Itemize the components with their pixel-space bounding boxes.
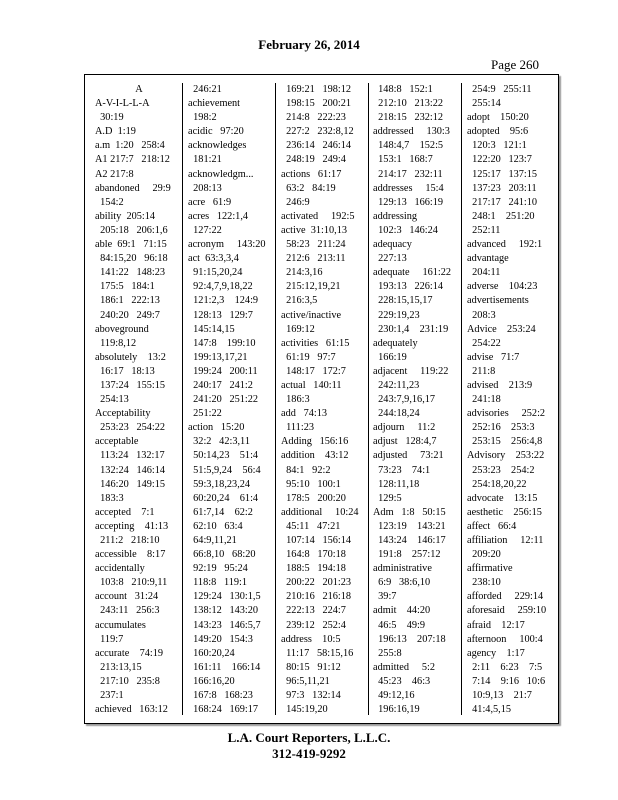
index-entry-line: 178:5 200:20 — [281, 492, 346, 504]
index-entry-line: 183:3 — [95, 492, 124, 504]
index-entry-line: 244:18,24 — [373, 408, 420, 420]
index-entry-line: advise 71:7 — [467, 351, 520, 363]
index-entry-line: advised 213:9 — [467, 379, 533, 391]
index-entry-line: 125:17 137:15 — [467, 168, 538, 180]
index-entry-line: active/inactive — [281, 309, 342, 321]
index-entry-line: additional 10:24 — [281, 506, 359, 518]
index-entry-line: 127:22 — [188, 224, 222, 236]
index-entry-line: acceptable — [95, 436, 139, 448]
index-entry-line: 154:2 — [95, 196, 124, 208]
index-entry-line: 240:17 241:2 — [188, 379, 253, 391]
index-entry-line: acknowledges — [188, 140, 247, 152]
index-entry-line: 128:13 129:7 — [188, 309, 253, 321]
index-entry-line: 84:15,20 96:18 — [95, 253, 168, 265]
index-entry-line: 103:8 210:9,11 — [95, 577, 168, 589]
index-entry-line: 168:24 169:17 — [188, 704, 259, 716]
index-entry-line: 255:14 — [467, 98, 501, 110]
index-entry-line: advisories 252:2 — [467, 408, 546, 420]
index-column-2 — [188, 83, 276, 715]
index-entry-line: 161:11 166:14 — [188, 661, 261, 673]
index-entry-line: adjusted 73:21 — [373, 450, 444, 462]
index-entry-line: 254:13 — [95, 394, 129, 406]
index-entry-line: actions 61:17 — [281, 168, 342, 180]
index-entry-line: 241:20 251:22 — [188, 394, 259, 406]
index-entry-line: 60:20,24 61:4 — [188, 492, 259, 504]
index-entry-line: 118:8 119:1 — [188, 577, 248, 589]
index-entry-line: Advisory 253:22 — [467, 450, 545, 462]
index-column-4 — [373, 83, 461, 715]
index-entry-line: 164:8 170:18 — [281, 549, 346, 561]
index-entry-line: administrative — [373, 563, 432, 575]
index-entry-line: 102:3 146:24 — [373, 224, 438, 236]
index-entry-line: 238:10 — [467, 577, 501, 589]
index-entry-line: 214:3,16 — [281, 267, 323, 279]
index-entry-line: 80:15 91:12 — [281, 661, 341, 673]
index-entry-line: 149:20 154:3 — [188, 633, 253, 645]
index-entry-line: 30:19 — [95, 112, 124, 124]
index-entry-line: 137:24 155:15 — [95, 379, 166, 391]
index-entry-line: 230:1,4 231:19 — [373, 323, 449, 335]
index-entry-line: 253:23 254:22 — [95, 422, 166, 434]
index-entry-line: 123:19 143:21 — [373, 520, 446, 532]
index-entry-line: 243:11 256:3 — [95, 605, 160, 617]
index-entry-line: 6:9 38:6,10 — [373, 577, 431, 589]
index-entry-line: 227:13 — [373, 253, 407, 265]
index-entry-line: 241:18 — [467, 394, 501, 406]
index-entry-line: adjacent 119:22 — [373, 365, 449, 377]
index-entry-line: 196:16,19 — [373, 704, 420, 716]
index-entry-line: adjourn 11:2 — [373, 422, 436, 434]
index-entry-line: 198:2 — [188, 112, 217, 124]
index-entry-line: Adding 156:16 — [281, 436, 349, 448]
index-entry-line: 137:23 203:11 — [467, 182, 537, 194]
index-entry-line: 113:24 132:17 — [95, 450, 165, 462]
index-entry-line: 58:23 211:24 — [281, 239, 346, 251]
index-entry-line: affect 66:4 — [467, 520, 517, 532]
index-entry-line: 213:13,15 — [95, 661, 142, 673]
index-entry-line: addressed 130:3 — [373, 126, 450, 138]
index-entry-line: accurate 74:19 — [95, 647, 164, 659]
index-entry-line: 175:5 184:1 — [95, 281, 155, 293]
index-entry-line: 166:16,20 — [188, 675, 235, 687]
index-entry-line: activated 192:5 — [281, 210, 355, 222]
index-entry-line: 254:18,20,22 — [467, 478, 527, 490]
index-entry-line: 11:17 58:15,16 — [281, 647, 354, 659]
index-entry-line: A.D 1:19 — [95, 126, 136, 138]
index-entry-line: 240:20 249:7 — [95, 309, 160, 321]
index-entry-line: 51:5,9,24 56:4 — [188, 464, 261, 476]
index-entry-line: 92:4,7,9,18,22 — [188, 281, 253, 293]
index-entry-line: 146:20 149:15 — [95, 478, 166, 490]
index-entry-line: 186:3 — [281, 394, 310, 406]
index-entry-line: 66:8,10 68:20 — [188, 549, 256, 561]
index-entry-line: 216:3,5 — [281, 295, 318, 307]
index-entry-line: afforded 229:14 — [467, 591, 544, 603]
index-entry-line: 111:23 — [281, 422, 314, 434]
index-entry-line: 246:9 — [281, 196, 310, 208]
column-divider — [461, 83, 462, 715]
index-entry-line: 254:9 255:11 — [467, 84, 532, 95]
index-entry-line: 243:7,9,16,17 — [373, 394, 436, 406]
index-entry-line: 122:20 123:7 — [467, 154, 532, 166]
index-entry-line: absolutely 13:2 — [95, 351, 166, 363]
index-entry-line: act 63:3,3,4 — [188, 253, 239, 265]
index-entry-line: 248:1 251:20 — [467, 210, 535, 222]
index-entry-line: 61:7,14 62:2 — [188, 506, 253, 518]
index-entry-line: A1 217:7 218:12 — [95, 154, 170, 166]
transcript-date: February 26, 2014 — [258, 37, 360, 52]
index-entry-line: 248:19 249:4 — [281, 154, 346, 166]
index-entry-line: 211:8 — [467, 365, 496, 377]
index-entry-line: 211:2 218:10 — [95, 535, 160, 546]
index-entry-line: able 69:1 71:15 — [95, 239, 167, 251]
index-entry-line: affiliation 12:11 — [467, 535, 544, 546]
index-entry-line: 251:22 — [188, 408, 222, 420]
index-entry-line: 210:16 216:18 — [281, 591, 352, 603]
index-entry-line: 92:19 95:24 — [188, 563, 248, 575]
index-entry-line: afraid 12:17 — [467, 619, 525, 631]
index-entry-line: 253:23 254:2 — [467, 464, 535, 476]
index-entry-line: 239:12 252:4 — [281, 619, 346, 631]
index-entry-line: 143:24 146:17 — [373, 535, 446, 546]
court-reporter-name: L.A. Court Reporters, L.L.C. — [227, 730, 391, 745]
index-entry-line: accessible 8:17 — [95, 549, 166, 561]
index-entry-line: active 31:10,13 — [281, 224, 348, 236]
index-entry-line: 236:14 246:14 — [281, 140, 352, 152]
index-entry-line: 121:2,3 124:9 — [188, 295, 259, 307]
index-entry-line: 181:21 — [188, 154, 222, 166]
index-entry-line: address 10:5 — [281, 633, 341, 645]
index-entry-line: achieved 163:12 — [95, 704, 168, 716]
index-entry-line: account 31:24 — [95, 591, 159, 603]
index-entry-line: 153:1 168:7 — [373, 154, 433, 166]
index-entry-line: 16:17 18:13 — [95, 365, 155, 377]
index-entry-line: 147:8 199:10 — [188, 337, 256, 349]
index-entry-line: 39:7 — [373, 591, 397, 603]
index-entry-line: 200:22 201:23 — [281, 577, 352, 589]
index-entry-line: 138:12 143:20 — [188, 605, 259, 617]
index-entry-line: affirmative — [467, 563, 513, 575]
index-entry-line: 199:24 200:11 — [188, 365, 258, 377]
index-entry-line: 217:10 235:8 — [95, 675, 160, 687]
index-entry-line: abandoned 29:9 — [95, 182, 171, 194]
index-entry-line: addressing — [373, 210, 418, 222]
index-entry-line: 45:11 47:21 — [281, 520, 341, 532]
index-column-1 — [95, 83, 183, 715]
page-number: Page 260 — [490, 57, 539, 72]
index-entry-line: 145:14,15 — [188, 323, 235, 335]
index-entry-line: 46:5 49:9 — [373, 619, 426, 631]
index-entry-line: 237:1 — [95, 690, 124, 702]
footer — [0, 730, 618, 762]
index-entry-line: addresses 15:4 — [373, 182, 444, 194]
index-entry-line: 199:13,17,21 — [188, 351, 248, 363]
index-entry-line: acronym 143:20 — [188, 239, 266, 251]
index-entry-line: 141:22 148:23 — [95, 267, 166, 279]
index-entry-line: 169:21 198:12 — [281, 84, 352, 95]
index-entry-line: 119:7 — [95, 633, 124, 645]
index-entry-line: 95:10 100:1 — [281, 478, 341, 490]
index-entry-line: 228:15,15,17 — [373, 295, 433, 307]
index-entry-line: advanced 192:1 — [467, 239, 543, 251]
index-entry-line: 209:20 — [467, 549, 501, 561]
index-entry-line: 148:4,7 152:5 — [373, 140, 444, 152]
index-entry-line: 242:11,23 — [373, 379, 420, 391]
index-entry-line: 212:10 213:22 — [373, 98, 444, 110]
index-entry-line: 166:19 — [373, 351, 407, 363]
index-entry-line: activities 61:15 — [281, 337, 350, 349]
index-entry-line: 132:24 146:14 — [95, 464, 166, 476]
index-entry-line: 160:20,24 — [188, 647, 235, 659]
index-entry-line: Acceptability — [95, 408, 151, 420]
index-entry-line: 205:18 206:1,6 — [95, 224, 168, 236]
index-entry-line: 59:3,18,23,24 — [188, 478, 251, 490]
index-entry-line: 129:13 166:19 — [373, 196, 444, 208]
index-entry-line: 191:8 257:12 — [373, 549, 441, 561]
index-entry-line: 84:1 92:2 — [281, 464, 331, 476]
index-entry-line: adopt 150:20 — [467, 112, 529, 124]
index-entry-line: advertisements — [467, 295, 529, 307]
index-entry-line: acknowledgm... — [188, 168, 254, 180]
index-entry-line: adopted 95:6 — [467, 126, 529, 138]
index-entry-line: 63:2 84:19 — [281, 182, 336, 194]
index-entry-line: 212:6 213:11 — [281, 253, 346, 265]
index-entry-line: 97:3 132:14 — [281, 690, 341, 702]
index-entry-line: aboveground — [95, 323, 149, 335]
index-entry-line: 10:9,13 21:7 — [467, 690, 532, 702]
index-entry-line: acidic 97:20 — [188, 126, 244, 138]
index-entry-line: 253:15 256:4,8 — [467, 436, 543, 448]
index-entry-line: aforesaid 259:10 — [467, 605, 547, 617]
index-entry-line: accepting 41:13 — [95, 520, 169, 532]
index-entry-line: adequate 161:22 — [373, 267, 452, 279]
word-index-box — [84, 74, 559, 724]
index-entry-line: ability 205:14 — [95, 210, 156, 222]
index-entry-line: 96:5,11,21 — [281, 675, 330, 687]
index-entry-line: 107:14 156:14 — [281, 535, 352, 546]
index-entry-line: 229:19,23 — [373, 309, 420, 321]
index-entry-line: afternoon 100:4 — [467, 633, 543, 645]
index-entry-line: 188:5 194:18 — [281, 563, 346, 575]
index-entry-line: 129:5 — [373, 492, 402, 504]
index-entry-line: 215:12,19,21 — [281, 281, 341, 293]
index-entry-line: A — [135, 84, 143, 95]
index-entry-line: 252:16 253:3 — [467, 422, 535, 434]
index-entry-line: 218:15 232:12 — [373, 112, 444, 124]
index-entry-line: 148:8 152:1 — [373, 84, 433, 95]
index-entry-line: 129:24 130:1,5 — [188, 591, 261, 603]
index-entry-line: 61:19 97:7 — [281, 351, 336, 363]
index-entry-line: aesthetic 256:15 — [467, 506, 542, 518]
index-entry-line: 2:11 6:23 7:5 — [467, 661, 543, 673]
index-entry-line: adverse 104:23 — [467, 281, 538, 293]
index-entry-line: 208:3 — [467, 309, 496, 321]
index-entry-line: agency 1:17 — [467, 647, 525, 659]
index-entry-line: 214:8 222:23 — [281, 112, 346, 124]
index-entry-line: 148:17 172:7 — [281, 365, 346, 377]
index-entry-line: admitted 5:2 — [373, 661, 436, 673]
index-entry-line: 252:11 — [467, 224, 501, 236]
index-entry-line: 73:23 74:1 — [373, 464, 431, 476]
index-entry-line: 193:13 226:14 — [373, 281, 444, 293]
index-entry-line: 49:12,16 — [373, 690, 415, 702]
index-entry-line: acre 61:9 — [188, 196, 232, 208]
index-entry-line: 62:10 63:4 — [188, 520, 243, 532]
index-entry-line: 128:11,18 — [373, 478, 420, 490]
index-entry-line: 120:3 121:1 — [467, 140, 527, 152]
index-entry-line: admit 44:20 — [373, 605, 431, 617]
index-entry-line: 50:14,23 51:4 — [188, 450, 259, 462]
index-entry-line: 7:14 9:16 10:6 — [467, 675, 546, 687]
index-entry-line: 204:11 — [467, 267, 501, 279]
index-entry-line: actual 140:11 — [281, 379, 342, 391]
index-entry-line: action 15:20 — [188, 422, 245, 434]
index-entry-line: 214:17 232:11 — [373, 168, 443, 180]
index-entry-line: advocate 13:15 — [467, 492, 538, 504]
court-reporter-phone: 312-419-9292 — [272, 746, 346, 761]
index-entry-line: 119:8,12 — [95, 337, 137, 349]
index-entry-line: 169:12 — [281, 323, 315, 335]
index-entry-line: 143:23 146:5,7 — [188, 619, 261, 631]
index-entry-line: 227:2 232:8,12 — [281, 126, 354, 138]
index-column-5 — [467, 83, 555, 715]
index-entry-line: A2 217:8 — [95, 168, 134, 180]
index-entry-line: 254:22 — [467, 337, 501, 349]
index-entry-line: adequately — [373, 337, 418, 349]
index-entry-line: 41:4,5,15 — [467, 704, 512, 716]
index-entry-line: 186:1 222:13 — [95, 295, 160, 307]
index-entry-line: 196:13 207:18 — [373, 633, 446, 645]
index-entry-line: 246:21 — [188, 84, 222, 95]
index-entry-line: 32:2 42:3,11 — [188, 436, 250, 448]
index-entry-line: Adm 1:8 50:15 — [373, 506, 446, 518]
index-entry-line: accidentally — [95, 563, 145, 575]
index-entry-line: addition 43:12 — [281, 450, 349, 462]
index-entry-line: accepted 7:1 — [95, 506, 155, 518]
index-entry-line: 255:8 — [373, 647, 402, 659]
index-entry-line: add 74:13 — [281, 408, 328, 420]
index-entry-line: 91:15,20,24 — [188, 267, 243, 279]
index-entry-line: 217:17 241:10 — [467, 196, 538, 208]
index-entry-line: achievement — [188, 98, 241, 110]
index-entry-line: adjust 128:4,7 — [373, 436, 437, 448]
index-entry-line: advantage — [467, 253, 509, 265]
index-entry-line: acres 122:1,4 — [188, 210, 249, 222]
index-entry-line: A-V-I-L-L-A — [95, 98, 150, 110]
index-entry-line: adequacy — [373, 239, 412, 251]
index-entry-line: accumulates — [95, 619, 146, 631]
index-entry-line: 145:19,20 — [281, 704, 328, 716]
index-entry-line: Advice 253:24 — [467, 323, 536, 335]
index-entry-line: 167:8 168:23 — [188, 690, 253, 702]
index-entry-line: 198:15 200:21 — [281, 98, 352, 110]
index-entry-line: 222:13 224:7 — [281, 605, 346, 617]
index-entry-line: 208:13 — [188, 182, 222, 194]
index-entry-line: 45:23 46:3 — [373, 675, 431, 687]
index-entry-line: 64:9,11,21 — [188, 535, 237, 546]
index-entry-line: a.m 1:20 258:4 — [95, 140, 165, 152]
index-column-3 — [281, 83, 369, 715]
